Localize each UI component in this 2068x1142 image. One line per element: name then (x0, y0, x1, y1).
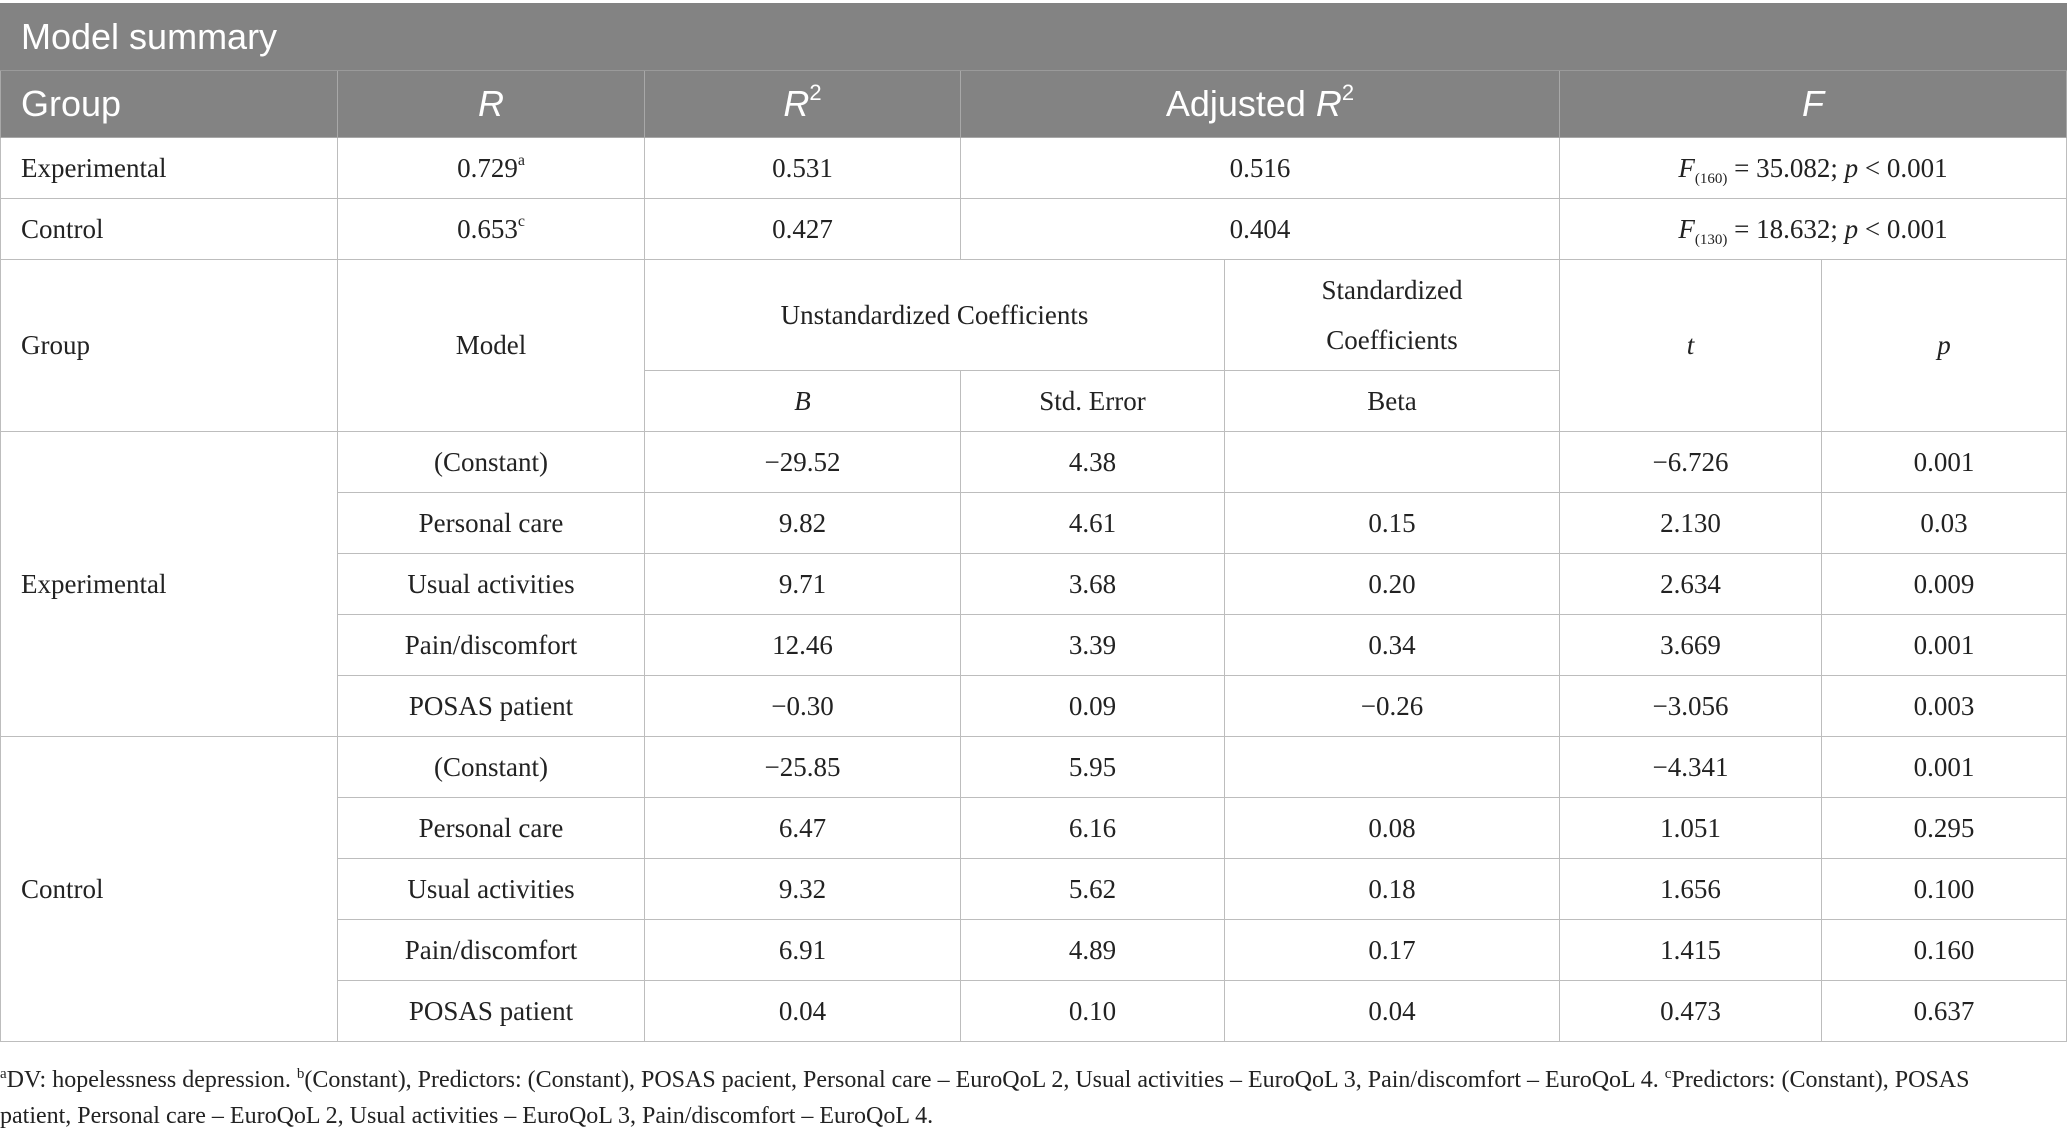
coef-beta: 0.15 (1225, 493, 1560, 554)
coef-beta: −0.26 (1225, 676, 1560, 737)
summary-f (1560, 138, 2067, 199)
coef-b: 9.82 (645, 493, 961, 554)
coef-b: 9.32 (645, 859, 961, 920)
coef-beta (1225, 432, 1560, 493)
summary-adj-r2: 0.516 (961, 138, 1560, 199)
coef-std-error: 5.62 (961, 859, 1225, 920)
summary-p-letter: p (1844, 152, 1859, 183)
coef-std-error: 4.38 (961, 432, 1225, 493)
coef-model: Personal care (338, 798, 645, 859)
summary-f-letter: F (1678, 152, 1695, 183)
coef-t: 3.669 (1560, 615, 1822, 676)
footnote-b-text: (Constant), Predictors: (Constant), POSAS pacient, Personal care – EuroQoL 2, Usual activities – EuroQoL 3, Pain/discomfort – EuroQoL 4. (304, 1067, 1665, 1093)
footnote-a-mark: a (0, 1066, 7, 1082)
coef-b: 9.71 (645, 554, 961, 615)
coef-std-error: 3.39 (961, 615, 1225, 676)
header-f: F (1560, 71, 2067, 138)
coef-p: 0.003 (1822, 676, 2067, 737)
footnote-b-mark: b (296, 1066, 305, 1082)
summary-r-footnote-mark: c (517, 212, 525, 230)
coef-header-group: Group (1, 260, 338, 432)
header-r: R (338, 71, 645, 138)
coef-beta (1225, 737, 1560, 798)
coef-b: −0.30 (645, 676, 961, 737)
coef-std-error: 5.95 (961, 737, 1225, 798)
header-adj-prefix: Adjusted (1165, 83, 1316, 124)
coef-std-error: 4.89 (961, 920, 1225, 981)
coef-header-beta: Beta (1225, 371, 1560, 432)
coef-header-standardized-line1: Standardized (1321, 275, 1463, 305)
summary-f-df: (130) (1694, 231, 1728, 248)
coef-model: POSAS patient (338, 981, 645, 1042)
coef-header-standardized-line2: Coefficients (1326, 325, 1458, 355)
coef-beta: 0.34 (1225, 615, 1560, 676)
model-summary-table (0, 3, 2067, 1042)
coef-model: (Constant) (338, 737, 645, 798)
coef-header-std-error: Std. Error (961, 371, 1225, 432)
summary-f-df: (160) (1694, 170, 1728, 187)
footnote-c-mark: c (1664, 1066, 1672, 1082)
coef-t: −6.726 (1560, 432, 1822, 493)
coef-model: Pain/discomfort (338, 920, 645, 981)
coef-beta: 0.18 (1225, 859, 1560, 920)
table-footnote (0, 1062, 2040, 1134)
coef-header-t: t (1560, 260, 1822, 432)
coef-group: Experimental (1, 432, 338, 737)
summary-f-value: = 18.632; (1727, 213, 1845, 244)
coef-p: 0.100 (1822, 859, 2067, 920)
coef-row (1, 432, 2067, 493)
summary-r (338, 199, 645, 260)
summary-p-letter: p (1844, 213, 1859, 244)
coef-std-error: 6.16 (961, 798, 1225, 859)
coef-beta: 0.17 (1225, 920, 1560, 981)
coef-p: 0.009 (1822, 554, 2067, 615)
coef-model: Usual activities (338, 859, 645, 920)
coef-p: 0.001 (1822, 615, 2067, 676)
header-r2-sup: 2 (809, 80, 822, 105)
coef-p: 0.001 (1822, 737, 2067, 798)
coef-p: 0.001 (1822, 432, 2067, 493)
summary-f-value: = 35.082; (1727, 152, 1845, 183)
coef-t: 2.634 (1560, 554, 1822, 615)
regression-table-container (0, 3, 2066, 1042)
coef-header-unstandardized: Unstandardized Coefficients (645, 260, 1225, 371)
coef-b: −25.85 (645, 737, 961, 798)
header-r-squared (645, 71, 961, 138)
coef-std-error: 0.09 (961, 676, 1225, 737)
coef-header-p: p (1822, 260, 2067, 432)
coef-model: Pain/discomfort (338, 615, 645, 676)
summary-row-experimental (1, 138, 2067, 199)
coef-p: 0.160 (1822, 920, 2067, 981)
summary-p-value: < 0.001 (1858, 152, 1948, 183)
coef-beta: 0.04 (1225, 981, 1560, 1042)
summary-r-value: 0.729 (457, 152, 518, 183)
coef-t: −4.341 (1560, 737, 1822, 798)
summary-adj-r2: 0.404 (961, 199, 1560, 260)
summary-group: Experimental (1, 138, 338, 199)
coef-header-standardized (1225, 260, 1560, 371)
header-adjusted-r-squared (961, 71, 1560, 138)
coef-p: 0.295 (1822, 798, 2067, 859)
coef-t: 1.415 (1560, 920, 1822, 981)
coef-std-error: 0.10 (961, 981, 1225, 1042)
header-r2-base: R (783, 83, 810, 124)
summary-f (1560, 199, 2067, 260)
coef-p: 0.637 (1822, 981, 2067, 1042)
coef-b: 0.04 (645, 981, 961, 1042)
coef-b: 6.47 (645, 798, 961, 859)
coef-t: 1.656 (1560, 859, 1822, 920)
coef-model: Usual activities (338, 554, 645, 615)
coef-std-error: 3.68 (961, 554, 1225, 615)
coef-beta: 0.20 (1225, 554, 1560, 615)
summary-r (338, 138, 645, 199)
summary-group: Control (1, 199, 338, 260)
header-group: Group (1, 71, 338, 138)
summary-r-value: 0.653 (457, 213, 518, 244)
coef-b: −29.52 (645, 432, 961, 493)
table-title: Model summary (1, 4, 2067, 71)
coef-header-model: Model (338, 260, 645, 432)
table-title-row (1, 4, 2067, 71)
header-adj-sup: 2 (1341, 80, 1355, 105)
coef-model: (Constant) (338, 432, 645, 493)
summary-header-row (1, 71, 2067, 138)
summary-r-footnote-mark: a (517, 151, 525, 169)
coef-beta: 0.08 (1225, 798, 1560, 859)
summary-r2: 0.427 (645, 199, 961, 260)
coef-t: −3.056 (1560, 676, 1822, 737)
coef-model: Personal care (338, 493, 645, 554)
coef-p: 0.03 (1822, 493, 2067, 554)
coef-t: 0.473 (1560, 981, 1822, 1042)
footnote-a-text: DV: hopelessness depression. (6, 1067, 297, 1093)
coef-t: 1.051 (1560, 798, 1822, 859)
summary-row-control (1, 199, 2067, 260)
summary-r2: 0.531 (645, 138, 961, 199)
coef-group: Control (1, 737, 338, 1042)
coef-row (1, 737, 2067, 798)
coef-std-error: 4.61 (961, 493, 1225, 554)
coef-b: 12.46 (645, 615, 961, 676)
summary-p-value: < 0.001 (1858, 213, 1948, 244)
coef-model: POSAS patient (338, 676, 645, 737)
footnote-c-text: Predictors: (Constant), POSAS patient, Personal care – EuroQoL 2, Usual activities – EuroQoL 3, Pain/discomfort – EuroQoL 4. (0, 1067, 1970, 1129)
coefficients-body (1, 432, 2067, 1042)
coef-header-b: B (645, 371, 961, 432)
coef-b: 6.91 (645, 920, 961, 981)
summary-f-letter: F (1678, 213, 1695, 244)
header-adj-base: R (1315, 83, 1342, 124)
coef-t: 2.130 (1560, 493, 1822, 554)
coef-header-row-1 (1, 260, 2067, 371)
